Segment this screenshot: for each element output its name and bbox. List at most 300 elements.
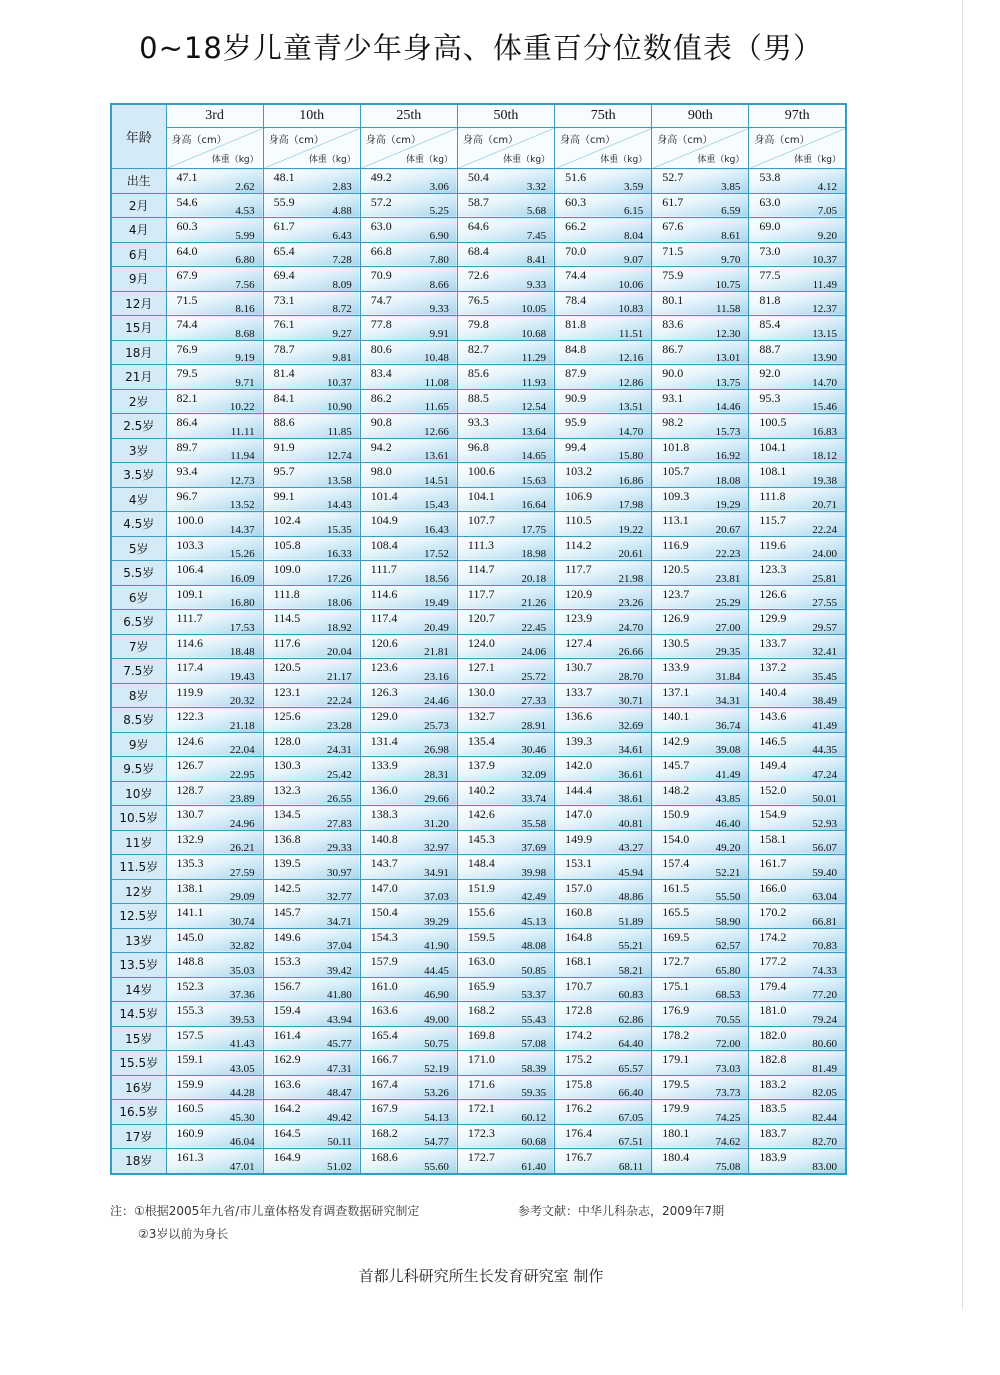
weight-value: 32.82 [229,940,255,952]
weight-value: 80.60 [812,1038,837,1050]
height-value: 93.1 [662,390,684,405]
value-cell [263,242,360,267]
note-length: ②3岁以前为身长 [138,1227,229,1241]
height-value: 183.2 [759,1076,787,1091]
age-cell: 11.5岁 [111,855,166,880]
height-value: 60.3 [565,194,587,209]
weight-value: 13.15 [812,327,837,340]
weight-value: 55.43 [521,1013,547,1026]
weight-value: 34.61 [618,744,644,756]
weight-value: 12.66 [424,425,449,438]
value-cell [555,1100,652,1125]
height-value: 183.5 [759,1101,787,1115]
weight-value: 4.12 [817,180,837,193]
height-value: 140.2 [467,782,495,797]
weight-value: 32.69 [618,719,644,732]
value-cell [457,659,554,684]
weight-value: 9.07 [623,254,644,266]
value-cell [263,1100,360,1125]
value-cell [749,1026,846,1051]
value-cell [263,1149,360,1174]
height-value: 144.4 [565,782,593,797]
table-row [111,634,846,659]
value-cell [749,610,846,635]
table-row [111,193,846,218]
height-value: 135.4 [467,733,495,748]
value-cell [457,487,554,512]
value-cell [263,855,360,880]
value-cell [360,291,457,316]
height-value: 140.1 [662,709,690,723]
height-value: 152.3 [176,978,204,993]
weight-value: 30.71 [618,695,644,707]
value-cell [749,683,846,708]
weight-value: 15.35 [327,523,352,536]
value-cell [166,291,263,316]
value-cell [360,267,457,292]
height-value: 70.9 [370,268,392,282]
value-cell [263,610,360,635]
weight-value: 73.03 [715,1062,741,1075]
value-cell [457,977,554,1002]
height-value: 128.0 [273,733,301,748]
value-cell [166,463,263,488]
weight-value: 5.25 [429,205,449,217]
value-cell [360,169,457,194]
height-value: 142.5 [273,880,301,895]
height-value: 130.0 [467,684,495,699]
weight-value: 25.81 [812,572,837,585]
weight-value: 74.25 [715,1111,741,1124]
height-value: 103.2 [565,464,593,478]
weight-value: 29.57 [812,621,837,634]
age-cell: 15月 [111,316,166,341]
height-value: 81.8 [759,292,781,307]
value-cell [360,365,457,390]
height-value: 130.7 [565,660,593,674]
weight-value: 82.44 [812,1111,837,1124]
value-cell [166,634,263,659]
value-cell [166,316,263,341]
value-cell [749,855,846,880]
percentile-header: 75th [555,104,652,128]
height-value: 78.7 [273,341,295,356]
value-cell [555,512,652,537]
weight-value: 44.35 [812,744,837,756]
weight-value: 6.15 [623,205,644,217]
value-cell [263,879,360,904]
height-value: 63.0 [759,194,781,209]
height-unit-label: 身高（cm） [657,135,713,146]
value-cell [749,977,846,1002]
weight-value: 22.24 [327,695,352,707]
value-cell [749,634,846,659]
value-cell [555,634,652,659]
height-value: 146.5 [759,733,787,748]
height-value: 117.6 [273,635,301,650]
height-value: 172.7 [662,954,690,968]
height-value: 108.1 [759,464,787,478]
value-cell [652,830,749,855]
height-value: 95.3 [759,390,781,405]
value-cell [263,487,360,512]
age-cell: 14.5岁 [111,1002,166,1027]
value-cell [166,487,263,512]
value-cell [263,708,360,733]
percentile-header: 90th [652,104,749,128]
value-cell [457,1100,554,1125]
weight-value: 15.43 [424,499,449,511]
value-cell [555,1075,652,1100]
weight-value: 11.65 [424,401,449,413]
height-value: 160.8 [565,905,593,919]
age-cell: 2月 [111,193,166,218]
unit-header-cell [360,128,457,169]
weight-unit-label: 体重（kg） [405,155,453,165]
height-value: 75.9 [662,268,684,282]
value-cell [166,1149,263,1174]
value-cell [749,1124,846,1149]
table-row [111,879,846,904]
height-value: 126.7 [176,758,204,772]
height-value: 92.0 [759,366,781,380]
weight-value: 16.83 [812,425,837,438]
value-cell [457,1124,554,1149]
weight-value: 21.26 [521,597,547,609]
value-cell [457,414,554,439]
weight-value: 44.45 [424,964,449,977]
weight-value: 8.16 [235,303,255,315]
value-cell [555,855,652,880]
weight-value: 8.41 [526,254,547,266]
weight-value: 19.38 [812,474,837,487]
weight-value: 60.83 [618,989,644,1001]
weight-value: 21.17 [327,670,352,683]
age-cell: 2.5岁 [111,414,166,439]
height-value: 150.4 [370,905,398,919]
weight-value: 63.04 [812,891,837,903]
weight-value: 12.73 [229,474,255,487]
weight-value: 38.49 [812,695,837,707]
weight-value: 43.85 [715,793,741,805]
height-value: 111.7 [176,611,203,625]
value-cell [263,585,360,610]
weight-value: 62.57 [715,940,741,952]
weight-value: 20.49 [424,621,449,634]
weight-value: 10.75 [715,278,741,291]
weight-value: 20.67 [715,523,741,536]
weight-value: 32.97 [424,842,449,854]
weight-value: 42.49 [521,891,547,903]
value-cell [652,1124,749,1149]
value-cell [457,218,554,243]
height-value: 159.5 [467,929,495,944]
height-value: 74.7 [370,292,392,307]
height-value: 124.6 [176,733,204,748]
weight-value: 39.29 [424,915,449,928]
weight-value: 47.01 [229,1160,255,1173]
height-value: 142.9 [662,733,690,748]
value-cell [555,977,652,1002]
value-cell [555,463,652,488]
value-cell [360,879,457,904]
height-value: 80.6 [370,341,392,356]
value-cell [457,389,554,414]
weight-value: 24.70 [618,621,644,634]
value-cell [263,1051,360,1076]
age-cell: 10.5岁 [111,806,166,831]
age-cell: 14岁 [111,977,166,1002]
height-unit-label: 身高（cm） [268,135,324,146]
value-cell [166,365,263,390]
height-value: 86.4 [176,415,198,429]
value-cell [360,806,457,831]
table-row [111,365,846,390]
height-value: 64.0 [176,243,198,258]
value-cell [166,683,263,708]
height-value: 122.3 [176,709,204,723]
value-cell [652,316,749,341]
height-value: 116.9 [662,537,689,552]
weight-value: 70.55 [715,1013,741,1026]
value-cell [749,316,846,341]
value-cell [166,1124,263,1149]
percentile-header-row [111,104,846,128]
height-value: 170.7 [565,978,593,993]
value-cell [652,193,749,218]
height-value: 76.5 [467,292,489,307]
value-cell [652,1075,749,1100]
weight-value: 4.53 [235,205,255,217]
height-value: 120.9 [565,586,593,601]
weight-value: 3.06 [429,180,449,193]
weight-value: 11.94 [230,450,255,462]
weight-value: 27.00 [715,621,741,634]
value-cell [555,1124,652,1149]
value-cell [263,218,360,243]
height-value: 161.7 [759,856,787,870]
weight-value: 83.00 [812,1160,837,1173]
weight-value: 18.06 [327,597,352,609]
value-cell [555,291,652,316]
height-value: 143.6 [759,709,787,723]
weight-value: 12.30 [715,327,741,340]
value-cell [555,1002,652,1027]
value-cell [749,1002,846,1027]
value-cell [360,487,457,512]
height-value: 145.0 [176,929,204,944]
weight-value: 14.37 [229,523,255,536]
height-value: 160.5 [176,1101,204,1115]
height-unit-label: 身高（cm） [754,135,810,146]
weight-unit-label: 体重（kg） [794,155,841,165]
value-cell [555,340,652,365]
height-value: 162.9 [273,1052,301,1066]
value-cell [166,218,263,243]
age-cell: 10岁 [111,781,166,806]
weight-value: 48.47 [327,1087,352,1099]
height-value: 176.2 [565,1101,593,1115]
value-cell [749,1149,846,1174]
weight-value: 8.72 [332,303,352,315]
weight-value: 17.53 [229,621,255,634]
height-value: 100.5 [759,415,787,429]
height-value: 99.1 [273,488,295,503]
weight-value: 66.81 [812,915,837,928]
weight-value: 24.00 [812,548,837,560]
height-value: 170.2 [759,905,787,919]
percentile-header: 97th [749,104,846,128]
page-title: 0~18岁儿童青少年身高、体重百分位数值表（男） [139,31,823,65]
value-cell [749,242,846,267]
value-cell [457,1149,554,1174]
value-cell [360,1026,457,1051]
height-value: 175.8 [565,1076,593,1091]
weight-value: 13.64 [521,425,547,438]
value-cell [263,659,360,684]
value-cell [166,438,263,463]
weight-value: 18.12 [812,450,837,462]
height-value: 154.0 [662,831,690,846]
value-cell [652,683,749,708]
value-cell [555,487,652,512]
value-cell [555,953,652,978]
height-value: 166.7 [370,1052,398,1066]
weight-value: 24.46 [424,695,449,707]
height-value: 67.9 [176,268,198,282]
weight-value: 37.04 [327,940,352,952]
weight-value: 13.90 [812,352,837,364]
height-value: 182.0 [759,1027,787,1042]
height-value: 137.1 [662,684,690,699]
weight-unit-label: 体重（kg） [600,155,648,165]
height-value: 88.5 [467,390,489,405]
value-cell [555,830,652,855]
table-row [111,512,846,537]
weight-value: 22.95 [229,768,255,781]
height-value: 77.8 [370,317,392,331]
weight-value: 10.05 [521,303,547,315]
weight-value: 13.75 [715,376,741,389]
value-cell [457,1026,554,1051]
height-value: 67.6 [662,219,684,233]
table-row [111,487,846,512]
weight-value: 19.22 [618,523,644,536]
height-value: 84.8 [565,341,587,356]
height-value: 66.8 [370,243,392,258]
weight-value: 34.91 [424,866,449,879]
height-value: 86.7 [662,341,684,356]
height-value: 165.9 [467,978,495,993]
table-row [111,1100,846,1125]
height-value: 158.1 [759,831,787,846]
height-value: 168.2 [370,1125,398,1140]
age-cell: 13岁 [111,928,166,953]
value-cell [652,977,749,1002]
age-cell: 9.5岁 [111,757,166,782]
table-row [111,830,846,855]
table-row [111,1002,846,1027]
height-value: 125.6 [273,709,301,723]
value-cell [457,438,554,463]
weight-value: 23.89 [229,793,255,805]
weight-value: 49.42 [327,1111,352,1124]
value-cell [457,340,554,365]
value-cell [749,1051,846,1076]
value-cell [555,708,652,733]
weight-value: 65.80 [715,964,741,977]
value-cell [652,879,749,904]
weight-value: 46.90 [424,989,449,1001]
height-value: 183.7 [759,1125,787,1140]
weight-value: 41.80 [327,989,352,1001]
height-value: 142.6 [467,807,495,821]
height-value: 73.1 [273,292,295,307]
value-cell [263,340,360,365]
weight-value: 8.09 [332,278,352,291]
height-value: 132.3 [273,782,301,797]
weight-value: 45.13 [521,915,547,928]
value-cell [166,806,263,831]
value-cell [555,316,652,341]
weight-value: 21.18 [229,719,255,732]
height-value: 152.0 [759,782,787,797]
value-cell [457,193,554,218]
height-value: 83.4 [370,366,392,380]
weight-value: 23.28 [327,719,352,732]
value-cell [166,928,263,953]
height-value: 82.1 [176,390,198,405]
weight-value: 29.09 [229,891,255,903]
weight-value: 50.75 [424,1038,449,1050]
value-cell [360,316,457,341]
value-cell [263,683,360,708]
value-cell [749,267,846,292]
value-cell [652,365,749,390]
age-cell: 9月 [111,267,166,292]
height-value: 111.3 [467,537,495,552]
percentile-header: 25th [360,104,457,128]
value-cell [749,218,846,243]
height-value: 180.1 [662,1125,690,1140]
table-row [111,267,846,292]
weight-value: 67.51 [618,1136,644,1148]
weight-value: 34.71 [327,915,352,928]
value-cell [555,1026,652,1051]
value-cell [555,561,652,586]
value-cell [749,365,846,390]
height-value: 149.6 [273,929,301,944]
weight-value: 55.50 [715,891,741,903]
value-cell [749,879,846,904]
weight-value: 12.37 [812,303,837,315]
height-value: 69.0 [759,219,781,233]
weight-value: 52.19 [424,1062,449,1075]
height-value: 179.9 [662,1101,690,1115]
value-cell [166,340,263,365]
weight-value: 3.85 [721,180,741,193]
value-cell [166,659,263,684]
value-cell [457,1002,554,1027]
weight-value: 29.35 [715,646,741,658]
weight-value: 11.93 [521,376,547,389]
height-value: 117.4 [370,611,398,625]
value-cell [360,610,457,635]
height-value: 172.8 [565,1003,593,1017]
value-cell [652,340,749,365]
value-cell [360,536,457,561]
weight-value: 10.83 [618,303,644,315]
